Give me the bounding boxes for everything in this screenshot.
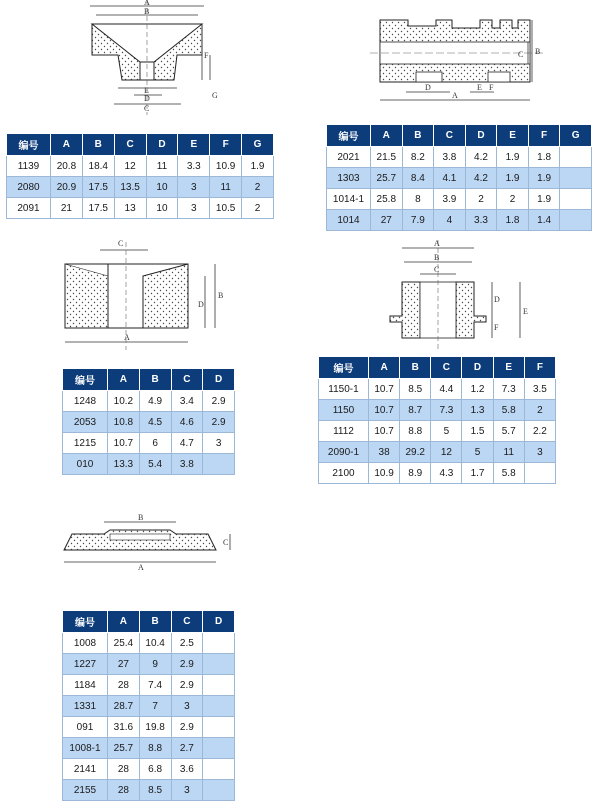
diagram-2-label-b: B xyxy=(535,47,541,56)
diagram-flanged-sleeve xyxy=(380,238,540,358)
cell: 25.4 xyxy=(108,633,140,654)
cell: 13.3 xyxy=(108,454,140,475)
cell: 1.9 xyxy=(242,156,274,177)
cell: 21 xyxy=(51,198,83,219)
spec-table-5 xyxy=(62,610,235,801)
cell: 4.3 xyxy=(431,463,462,484)
diagram-cup-bearing xyxy=(60,232,240,357)
cell: 10.7 xyxy=(369,421,400,442)
cell: 10.9 xyxy=(210,156,242,177)
cell: 12 xyxy=(431,442,462,463)
cell: 1014 xyxy=(327,210,371,231)
cell: 10.7 xyxy=(369,400,400,421)
cell: 7.9 xyxy=(402,210,434,231)
cell: 5.7 xyxy=(493,421,524,442)
spec-table-1 xyxy=(6,133,274,219)
cell: 28 xyxy=(108,759,140,780)
diagram-1-label-d: D xyxy=(144,94,150,103)
cell: 4.9 xyxy=(139,391,171,412)
cell: 7 xyxy=(139,696,171,717)
diagram-1-label-e: E xyxy=(144,86,149,95)
cell: 3 xyxy=(171,780,203,801)
cell: 3 xyxy=(178,198,210,219)
table-row xyxy=(63,717,235,738)
cell: 6.8 xyxy=(139,759,171,780)
header-cell: A xyxy=(371,125,403,147)
header-cell: G xyxy=(560,125,592,147)
header-cell: B xyxy=(139,611,171,633)
cell: 8.8 xyxy=(400,421,431,442)
cell: 3.8 xyxy=(171,454,203,475)
header-cell: C xyxy=(431,357,462,379)
header-cell: C xyxy=(114,134,146,156)
cell: 5.4 xyxy=(139,454,171,475)
cell: 1.9 xyxy=(528,168,560,189)
spec-table-3 xyxy=(62,368,235,475)
table-header-row xyxy=(319,357,556,379)
cell: 2091 xyxy=(7,198,51,219)
table-row xyxy=(319,421,556,442)
cell: 11 xyxy=(493,442,524,463)
cell: 2.2 xyxy=(524,421,555,442)
header-cell: B xyxy=(400,357,431,379)
cell: 20.8 xyxy=(51,156,83,177)
diagram-2-label-c: C xyxy=(518,50,524,59)
cell: 2.9 xyxy=(203,391,235,412)
diagram-4-label-c: C xyxy=(434,265,440,274)
cell: 1112 xyxy=(319,421,369,442)
table-row xyxy=(319,400,556,421)
cell: 13 xyxy=(114,198,146,219)
cell: 3.4 xyxy=(171,391,203,412)
cell: 7.3 xyxy=(431,400,462,421)
cell: 3 xyxy=(524,442,555,463)
header-cell: B xyxy=(402,125,434,147)
cell: 25.8 xyxy=(371,189,403,210)
cell: 10.8 xyxy=(108,412,140,433)
diagram-5-label-b: B xyxy=(138,513,144,522)
cell: 3.3 xyxy=(465,210,497,231)
diagram-3-label-d: D xyxy=(198,300,204,309)
cell: 4.1 xyxy=(434,168,466,189)
cell: 2053 xyxy=(63,412,108,433)
header-cell: 编号 xyxy=(7,134,51,156)
cell: 5.8 xyxy=(493,400,524,421)
cell: 28 xyxy=(108,780,140,801)
cell: 2.7 xyxy=(171,738,203,759)
cell: 3.8 xyxy=(434,147,466,168)
cell: 20.9 xyxy=(51,177,83,198)
cell: 2.9 xyxy=(171,654,203,675)
cell: 2.9 xyxy=(171,675,203,696)
header-cell: A xyxy=(108,369,140,391)
cell: 1.8 xyxy=(497,210,529,231)
cell: 3.5 xyxy=(524,379,555,400)
header-cell: E xyxy=(497,125,529,147)
table-row xyxy=(63,654,235,675)
cell: 2 xyxy=(242,177,274,198)
cell: 1227 xyxy=(63,654,108,675)
diagram-4-label-e: E xyxy=(523,307,528,316)
cell: 12 xyxy=(114,156,146,177)
cell: 2021 xyxy=(327,147,371,168)
diagram-4-label-f: F xyxy=(494,323,499,332)
table-row xyxy=(7,177,274,198)
cell: 10.9 xyxy=(369,463,400,484)
cell: 25.7 xyxy=(371,168,403,189)
table-row xyxy=(327,210,592,231)
cell: 5 xyxy=(431,421,462,442)
cell: 7.4 xyxy=(139,675,171,696)
header-cell: C xyxy=(171,611,203,633)
cell xyxy=(203,675,235,696)
cell: 4.6 xyxy=(171,412,203,433)
cell: 4.4 xyxy=(431,379,462,400)
cell: 1.9 xyxy=(497,168,529,189)
table-row xyxy=(7,156,274,177)
cell: 10 xyxy=(146,177,178,198)
cell xyxy=(524,463,555,484)
cell: 5.8 xyxy=(493,463,524,484)
cell: 10.7 xyxy=(369,379,400,400)
cell: 2.9 xyxy=(171,717,203,738)
cell: 4.2 xyxy=(465,168,497,189)
cell xyxy=(203,696,235,717)
cell: 8.5 xyxy=(139,780,171,801)
diagram-2-label-f: F xyxy=(489,83,494,92)
cell: 3.9 xyxy=(434,189,466,210)
cell: 8.8 xyxy=(139,738,171,759)
header-cell: E xyxy=(178,134,210,156)
cell: 8.2 xyxy=(402,147,434,168)
diagram-1-label-g: G xyxy=(212,91,218,100)
diagram-3-label-b: B xyxy=(218,291,224,300)
diagram-5-label-c: C xyxy=(223,538,229,547)
cell xyxy=(560,189,592,210)
table-row xyxy=(63,675,235,696)
cell: 1.9 xyxy=(497,147,529,168)
table-row xyxy=(7,198,274,219)
diagram-3-label-c: C xyxy=(118,239,124,248)
table-row xyxy=(63,412,235,433)
cell: 17.5 xyxy=(82,177,114,198)
cell: 1139 xyxy=(7,156,51,177)
cell: 8.4 xyxy=(402,168,434,189)
header-cell: D xyxy=(203,611,235,633)
cell: 11 xyxy=(210,177,242,198)
cell: 4.2 xyxy=(465,147,497,168)
table-row xyxy=(327,147,592,168)
cell: 1008 xyxy=(63,633,108,654)
cell: 1.7 xyxy=(462,463,493,484)
cell: 19.8 xyxy=(139,717,171,738)
header-cell: D xyxy=(465,125,497,147)
table-header-row xyxy=(327,125,592,147)
diagram-4-label-a: A xyxy=(434,239,440,248)
table-row xyxy=(319,379,556,400)
cell: 8 xyxy=(402,189,434,210)
cell xyxy=(203,633,235,654)
cell: 5 xyxy=(462,442,493,463)
cell: 1184 xyxy=(63,675,108,696)
table-row xyxy=(63,391,235,412)
cell: 2 xyxy=(242,198,274,219)
spec-table-4 xyxy=(318,356,556,484)
table-row xyxy=(63,780,235,801)
cell: 2.9 xyxy=(203,412,235,433)
diagram-5-label-a: A xyxy=(138,563,144,572)
cell: 29.2 xyxy=(400,442,431,463)
cell: 1014-1 xyxy=(327,189,371,210)
header-cell: A xyxy=(51,134,83,156)
cell: 21.5 xyxy=(371,147,403,168)
cell: 27 xyxy=(371,210,403,231)
cell: 31.6 xyxy=(108,717,140,738)
diagram-2-label-d: D xyxy=(425,83,431,92)
cell: 25.7 xyxy=(108,738,140,759)
table-row xyxy=(327,189,592,210)
cell: 1215 xyxy=(63,433,108,454)
header-cell: B xyxy=(82,134,114,156)
cell xyxy=(203,654,235,675)
header-cell: 编号 xyxy=(319,357,369,379)
cell xyxy=(203,454,235,475)
header-cell: F xyxy=(528,125,560,147)
cell: 17.5 xyxy=(82,198,114,219)
header-cell: F xyxy=(210,134,242,156)
table-row xyxy=(63,454,235,475)
header-cell: D xyxy=(146,134,178,156)
cell: 10 xyxy=(146,198,178,219)
cell: 10.2 xyxy=(108,391,140,412)
diagram-1-label-c: C xyxy=(144,104,150,113)
header-cell: E xyxy=(493,357,524,379)
diagram-flat-washer xyxy=(58,512,248,572)
cell: 2141 xyxy=(63,759,108,780)
header-cell: A xyxy=(369,357,400,379)
header-cell: B xyxy=(139,369,171,391)
diagram-4-label-b: B xyxy=(434,253,440,262)
cell: 1331 xyxy=(63,696,108,717)
cell: 1008-1 xyxy=(63,738,108,759)
table-row xyxy=(63,633,235,654)
cell xyxy=(203,759,235,780)
cell: 7.3 xyxy=(493,379,524,400)
cell: 18.4 xyxy=(82,156,114,177)
table-row xyxy=(63,433,235,454)
header-cell: F xyxy=(524,357,555,379)
cell: 2.5 xyxy=(171,633,203,654)
diagram-3-label-a: A xyxy=(124,333,130,342)
diagram-2-label-e: E xyxy=(477,83,482,92)
cell: 6 xyxy=(139,433,171,454)
cell: 2 xyxy=(465,189,497,210)
cell xyxy=(560,147,592,168)
table-header-row xyxy=(7,134,274,156)
header-cell: A xyxy=(108,611,140,633)
cell xyxy=(203,738,235,759)
diagram-stepped-cylinder xyxy=(370,12,560,107)
cell: 28.7 xyxy=(108,696,140,717)
cell: 4.5 xyxy=(139,412,171,433)
diagram-1-label-a: A xyxy=(144,0,150,7)
spec-table-2 xyxy=(326,124,592,231)
cell: 2080 xyxy=(7,177,51,198)
cell: 1.8 xyxy=(528,147,560,168)
table-header-row xyxy=(63,369,235,391)
cell: 1150 xyxy=(319,400,369,421)
cell: 10.7 xyxy=(108,433,140,454)
header-cell: D xyxy=(462,357,493,379)
table-row xyxy=(63,696,235,717)
cell: 9 xyxy=(139,654,171,675)
cell: 1.4 xyxy=(528,210,560,231)
diagram-4-label-d: D xyxy=(494,295,500,304)
table-header-row xyxy=(63,611,235,633)
cell: 1.9 xyxy=(528,189,560,210)
diagram-1-label-f: F xyxy=(204,51,209,60)
header-cell: C xyxy=(434,125,466,147)
cell: 3 xyxy=(171,696,203,717)
cell: 4.7 xyxy=(171,433,203,454)
cell: 1248 xyxy=(63,391,108,412)
cell xyxy=(203,717,235,738)
diagram-1-label-b: B xyxy=(144,7,150,16)
diagram-2-label-a: A xyxy=(452,91,458,100)
table-row xyxy=(319,442,556,463)
table-row xyxy=(63,738,235,759)
cell: 1150-1 xyxy=(319,379,369,400)
cell: 4 xyxy=(434,210,466,231)
cell: 8.7 xyxy=(400,400,431,421)
cell xyxy=(560,168,592,189)
cell: 010 xyxy=(63,454,108,475)
cell: 2 xyxy=(524,400,555,421)
header-cell: 编号 xyxy=(327,125,371,147)
cell: 38 xyxy=(369,442,400,463)
cell: 10.4 xyxy=(139,633,171,654)
cell: 11 xyxy=(146,156,178,177)
cell xyxy=(203,780,235,801)
diagram-funnel-bearing xyxy=(70,0,220,120)
header-cell: G xyxy=(242,134,274,156)
cell: 3.3 xyxy=(178,156,210,177)
cell: 8.9 xyxy=(400,463,431,484)
cell: 1.3 xyxy=(462,400,493,421)
cell: 091 xyxy=(63,717,108,738)
header-cell: 编号 xyxy=(63,611,108,633)
cell: 1303 xyxy=(327,168,371,189)
cell xyxy=(560,210,592,231)
cell: 27 xyxy=(108,654,140,675)
cell: 2090-1 xyxy=(319,442,369,463)
cell: 28 xyxy=(108,675,140,696)
table-row xyxy=(327,168,592,189)
header-cell: D xyxy=(203,369,235,391)
cell: 2 xyxy=(497,189,529,210)
cell: 3.6 xyxy=(171,759,203,780)
cell: 10.5 xyxy=(210,198,242,219)
header-cell: C xyxy=(171,369,203,391)
cell: 3 xyxy=(178,177,210,198)
cell: 2155 xyxy=(63,780,108,801)
cell: 2100 xyxy=(319,463,369,484)
cell: 1.5 xyxy=(462,421,493,442)
cell: 3 xyxy=(203,433,235,454)
cell: 1.2 xyxy=(462,379,493,400)
cell: 13.5 xyxy=(114,177,146,198)
header-cell: 编号 xyxy=(63,369,108,391)
table-row xyxy=(63,759,235,780)
table-row xyxy=(319,463,556,484)
cell: 8.5 xyxy=(400,379,431,400)
